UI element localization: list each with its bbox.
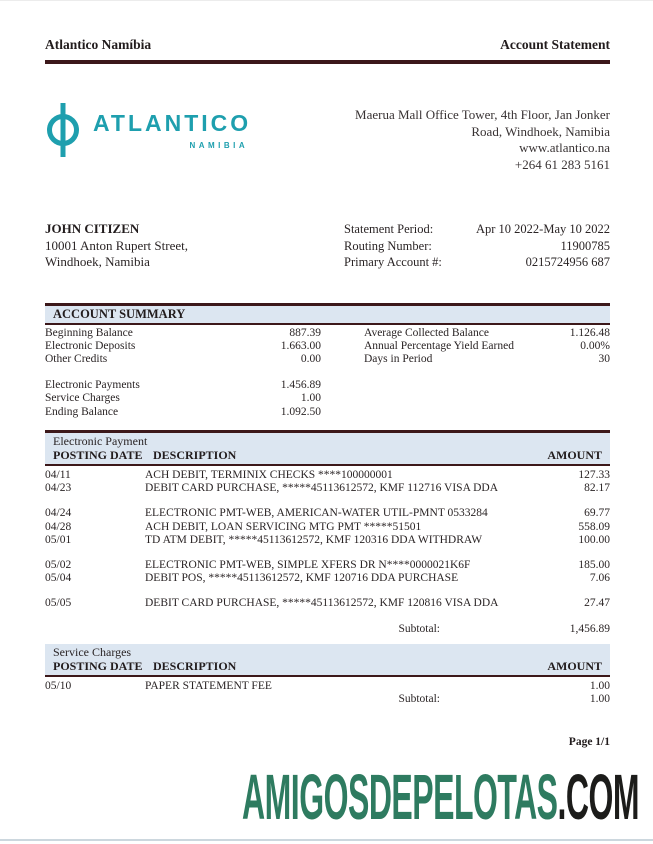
table-row	[45, 572, 610, 585]
electronic-payment-band	[45, 433, 610, 464]
summary-row	[45, 379, 321, 392]
cell-description: ELECTRONIC PMT-WEB, SIMPLE XFERS DR N****0000021K6F	[145, 558, 471, 571]
customer-address-line: Windhoek, Namibia	[45, 254, 150, 269]
column-header-description: DESCRIPTION	[153, 447, 237, 462]
bank-address	[355, 107, 610, 173]
cell-posting-date	[45, 693, 145, 706]
watermark-suffix-text: .COM	[557, 761, 639, 833]
bank-address-line: Maerua Mall Office Tower, 4th Floor, Jan Jonker	[355, 107, 610, 122]
summary-label: Days in Period	[364, 353, 433, 366]
cell-description: PAPER STATEMENT FEE	[145, 679, 272, 692]
subtotal-value: 1.00	[589, 692, 610, 705]
summary-left-column	[45, 327, 321, 419]
account-summary-title: ACCOUNT SUMMARY	[53, 306, 186, 321]
summary-label: Ending Balance	[45, 405, 119, 418]
column-header-posting-date: POSTING DATE	[53, 658, 143, 673]
electronic-payment-title: Electronic Payment	[53, 433, 148, 448]
band-bottom-rule	[45, 464, 610, 466]
subtotal-label: Subtotal:	[398, 692, 440, 705]
cell-posting-date: 05/02	[45, 558, 72, 571]
cell-amount: 27.47	[584, 597, 610, 610]
cell-amount: 127.33	[578, 468, 610, 481]
meta-row	[344, 221, 610, 238]
statement-meta-block	[344, 221, 610, 271]
summary-value: 1.00	[300, 392, 321, 405]
cell-amount: 1.00	[589, 679, 610, 692]
summary-row	[45, 353, 321, 366]
meta-row	[344, 254, 610, 271]
customer-address-block	[45, 221, 188, 271]
meta-label: Statement Period:	[344, 222, 434, 236]
service-charges-section	[45, 644, 610, 706]
summary-row	[364, 353, 610, 366]
table-row	[45, 597, 610, 610]
summary-row	[45, 406, 321, 419]
meta-row	[344, 238, 610, 255]
cell-posting-date: 05/10	[45, 679, 72, 692]
column-header-amount: AMOUNT	[547, 658, 602, 673]
cell-posting-date: 04/11	[45, 468, 71, 481]
summary-label: Annual Percentage Yield Earned	[364, 339, 514, 352]
watermark-main-text: AMIGOSDEPELOTAS	[241, 761, 558, 833]
subtotal-row	[45, 623, 610, 636]
table-row	[45, 521, 610, 534]
cell-posting-date: 04/28	[45, 520, 72, 533]
customer-row	[45, 221, 610, 271]
bank-phone: +264 61 283 5161	[514, 156, 610, 172]
cell-description: DEBIT CARD PURCHASE, *****45113612572, KMF 120816 VISA DDA	[145, 597, 499, 610]
header-divider	[45, 60, 610, 64]
header-bank-name: Atlantico Namíbia	[45, 37, 152, 52]
table-row	[45, 680, 610, 693]
meta-value: 11900785	[560, 238, 610, 253]
table-row	[45, 469, 610, 482]
summary-row	[364, 327, 610, 340]
cell-amount: 7.06	[589, 572, 610, 585]
cell-posting-date: 05/04	[45, 572, 72, 585]
cell-posting-date: 04/23	[45, 482, 72, 495]
summary-label: Average Collected Balance	[364, 326, 489, 339]
account-summary-section	[45, 303, 610, 419]
summary-value: 1.456.89	[280, 378, 321, 391]
cell-posting-date: 04/24	[45, 507, 72, 520]
cell-description: ACH DEBIT, LOAN SERVICING MTG PMT *****51501	[145, 520, 422, 533]
meta-label: Routing Number:	[344, 238, 432, 253]
summary-right-column	[364, 327, 610, 419]
electronic-payment-rows	[45, 469, 610, 636]
summary-value: 1.126.48	[569, 326, 610, 339]
summary-row	[364, 340, 610, 353]
summary-row	[45, 327, 321, 340]
header-doc-title: Account Statement	[500, 37, 610, 52]
summary-label: Electronic Payments	[45, 378, 140, 391]
summary-label: Service Charges	[45, 392, 120, 405]
customer-address-line: 10001 Anton Rupert Street,	[45, 237, 188, 253]
summary-row	[45, 340, 321, 353]
cell-amount: 69.77	[584, 507, 610, 520]
atlantico-logo	[45, 102, 251, 173]
customer-name: JOHN CITIZEN	[45, 221, 140, 236]
cell-description: DEBIT POS, *****45113612572, KMF 120716 DDA PURCHASE	[145, 572, 459, 585]
watermark	[242, 760, 639, 834]
bank-website: www.atlantico.na	[519, 140, 610, 155]
meta-label: Primary Account #:	[344, 255, 442, 269]
cell-description: ACH DEBIT, TERMINIX CHECKS ****100000001	[145, 468, 393, 481]
logo-wordmark	[93, 110, 251, 150]
atlantico-phi-icon	[45, 102, 81, 163]
summary-columns	[45, 327, 610, 419]
table-header-row	[53, 448, 602, 462]
cell-description: ELECTRONIC PMT-WEB, AMERICAN-WATER UTIL-PMNT 0533284	[145, 507, 488, 520]
cell-amount: 100.00	[578, 533, 610, 546]
service-charges-title: Service Charges	[53, 644, 132, 659]
table-row	[45, 559, 610, 572]
summary-label: Beginning Balance	[45, 326, 133, 339]
summary-row	[45, 392, 321, 405]
cell-posting-date: 05/01	[45, 533, 72, 546]
summary-value: 1.663.00	[280, 339, 321, 352]
service-charges-band	[45, 644, 610, 675]
electronic-payment-section	[45, 430, 610, 636]
cell-posting-date: 05/05	[45, 597, 72, 610]
subtotal-value: 1,456.89	[569, 622, 610, 635]
table-header-row	[53, 659, 602, 673]
summary-value: 0.00%	[580, 339, 610, 352]
bank-identity-row	[45, 102, 610, 173]
summary-label: Other Credits	[45, 353, 108, 366]
cell-amount: 185.00	[578, 558, 610, 571]
table-row	[45, 482, 610, 495]
table-row	[45, 507, 610, 520]
cell-description: TD ATM DEBIT, *****45113612572, KMF 120316 DDA WITHDRAW	[145, 533, 483, 546]
cell-posting-date	[45, 623, 145, 636]
summary-value: 1.092.50	[280, 405, 321, 418]
table-row	[45, 534, 610, 547]
summary-value: 0.00	[300, 353, 321, 366]
subtotal-row	[45, 693, 610, 706]
column-header-posting-date: POSTING DATE	[53, 447, 143, 462]
cell-amount: 558.09	[578, 520, 610, 533]
account-summary-band	[45, 306, 610, 323]
summary-value: 887.39	[289, 326, 321, 339]
page-bottom-edge	[0, 839, 653, 841]
subtotal-label: Subtotal:	[398, 622, 440, 635]
meta-value: 0215724956 687	[525, 255, 610, 269]
page-number: Page 1/1	[568, 736, 610, 749]
bank-address-line: Road, Windhoek, Namibia	[471, 123, 610, 139]
service-charges-rows	[45, 680, 610, 706]
cell-amount: 82.17	[584, 482, 610, 495]
column-header-description: DESCRIPTION	[153, 658, 237, 673]
document-header	[45, 1, 610, 53]
cell-description: DEBIT CARD PURCHASE, *****45113612572, KMF 112716 VISA DDA	[145, 482, 499, 495]
column-header-amount: AMOUNT	[547, 447, 602, 462]
logo-subtext: NAMIBIA	[189, 141, 249, 150]
band-bottom-rule	[45, 323, 610, 325]
summary-label: Electronic Deposits	[45, 339, 136, 352]
logo-text: ATLANTICO	[93, 110, 252, 136]
meta-value: Apr 10 2022-May 10 2022	[475, 222, 610, 236]
band-bottom-rule	[45, 675, 610, 677]
summary-value: 30	[598, 353, 610, 366]
